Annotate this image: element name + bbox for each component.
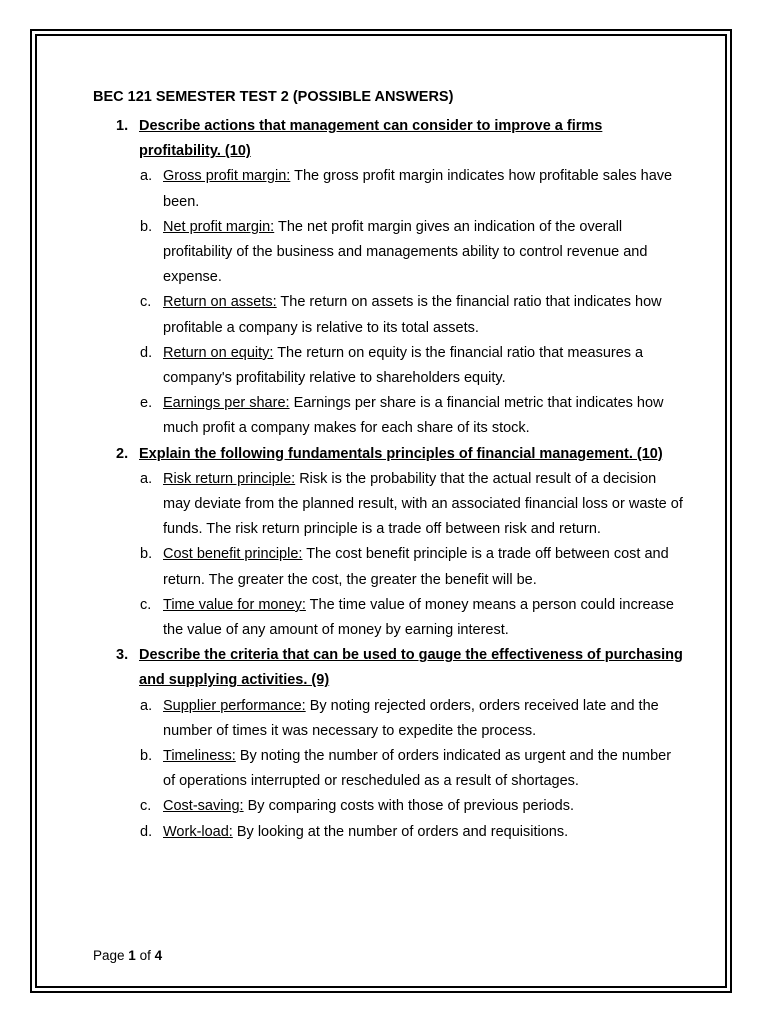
answer-letter: a. [140, 470, 153, 487]
question-number: 3. [116, 647, 129, 664]
answer-term: Supplier performance: [163, 697, 306, 714]
page-label: Page [93, 948, 125, 963]
answer-letter: a. [140, 168, 153, 185]
answer-term: Cost benefit principle: [163, 546, 303, 563]
question-2 [93, 442, 683, 644]
answer-text: By comparing costs with those of previous periods. [243, 798, 575, 815]
answer-term: Return on assets: [163, 294, 277, 311]
page-footer [93, 948, 162, 963]
answer-item [139, 391, 683, 441]
answer-letter: b. [140, 748, 153, 765]
answer-item [139, 164, 683, 214]
answer-item [139, 215, 683, 291]
answer-list [139, 164, 683, 441]
answer-text: The net profit margin gives an indication of the overall profitability of the business and managements ability to control revenue and expense. [163, 218, 648, 286]
answer-term: Gross profit margin: [163, 168, 291, 185]
question-text: Describe the criteria that can be used to gauge the effectiveness of purchasing and supplying activities. (9) [139, 647, 683, 689]
answer-term: Cost-saving: [163, 798, 244, 815]
answer-text: The cost benefit principle is a trade off between cost and return. The greater the cost, the greater the benefit will be. [163, 546, 669, 588]
answer-item [139, 820, 683, 845]
answer-letter: b. [140, 546, 153, 563]
answer-text: By noting rejected orders, orders received late and the number of times it was necessary to expedite the process. [163, 697, 659, 739]
answer-item [139, 290, 683, 340]
answer-term: Net profit margin: [163, 218, 275, 235]
answer-letter: d. [140, 823, 153, 840]
answer-item [139, 794, 683, 819]
answer-term: Return on equity: [163, 344, 274, 361]
total-pages-number: 4 [154, 948, 163, 963]
question-list [93, 114, 683, 845]
answer-item [139, 593, 683, 643]
answer-letter: c. [140, 596, 152, 613]
answer-term: Risk return principle: [163, 470, 296, 487]
answer-item [139, 694, 683, 744]
answer-letter: c. [140, 798, 152, 815]
answer-text: The return on equity is the financial ratio that measures a company's profitability relative to shareholders equity. [163, 344, 644, 387]
answer-letter: a. [140, 697, 153, 714]
answer-item [139, 467, 683, 543]
question-text: Explain the following fundamentals principles of financial management. (10) [139, 445, 663, 462]
answer-term: Earnings per share: [163, 395, 290, 412]
question-1 [93, 114, 683, 442]
answer-text: The return on assets is the financial ratio that indicates how profitable a company is relative to its total assets. [163, 294, 662, 336]
answer-item [139, 542, 683, 592]
answer-list [139, 467, 683, 643]
question-text: Describe actions that management can consider to improve a firms profitability. (10) [139, 118, 603, 160]
answer-letter: d. [140, 344, 153, 361]
answer-term: Time value for money: [163, 596, 306, 613]
answer-letter: c. [140, 294, 152, 311]
answer-text: The time value of money means a person could increase the value of any amount of money by earning interest. [163, 596, 674, 639]
of-label: of [139, 948, 151, 963]
answer-letter: e. [140, 395, 153, 412]
question-number: 2. [116, 445, 129, 462]
document-title: BEC 121 SEMESTER TEST 2 (POSSIBLE ANSWERS) [93, 89, 454, 105]
answer-term: Timeliness: [163, 748, 236, 765]
answer-term: Work-load: [163, 823, 233, 840]
answer-text: Earnings per share is a financial metric that indicates how much profit a company makes for each share of its stock. [163, 395, 664, 437]
answer-letter: b. [140, 218, 153, 235]
current-page-number: 1 [128, 948, 136, 963]
answer-text: Risk is the probability that the actual result of a decision may deviate from the planned result, with an associated financial loss or waste of funds. The risk return principle is a trade off between risk and return. [163, 470, 683, 538]
answer-text: The gross profit margin indicates how profitable sales have been. [163, 168, 673, 210]
answer-item [139, 341, 683, 391]
question-3 [93, 643, 683, 845]
answer-text: By noting the number of orders indicated as urgent and the number of operations interrupted or rescheduled as a result of shortages. [163, 748, 672, 790]
question-number: 1. [116, 118, 129, 134]
document-body [93, 86, 683, 845]
answer-text: By looking at the number of orders and requisitions. [232, 823, 569, 840]
answer-item [139, 744, 683, 794]
answer-list [139, 694, 683, 845]
